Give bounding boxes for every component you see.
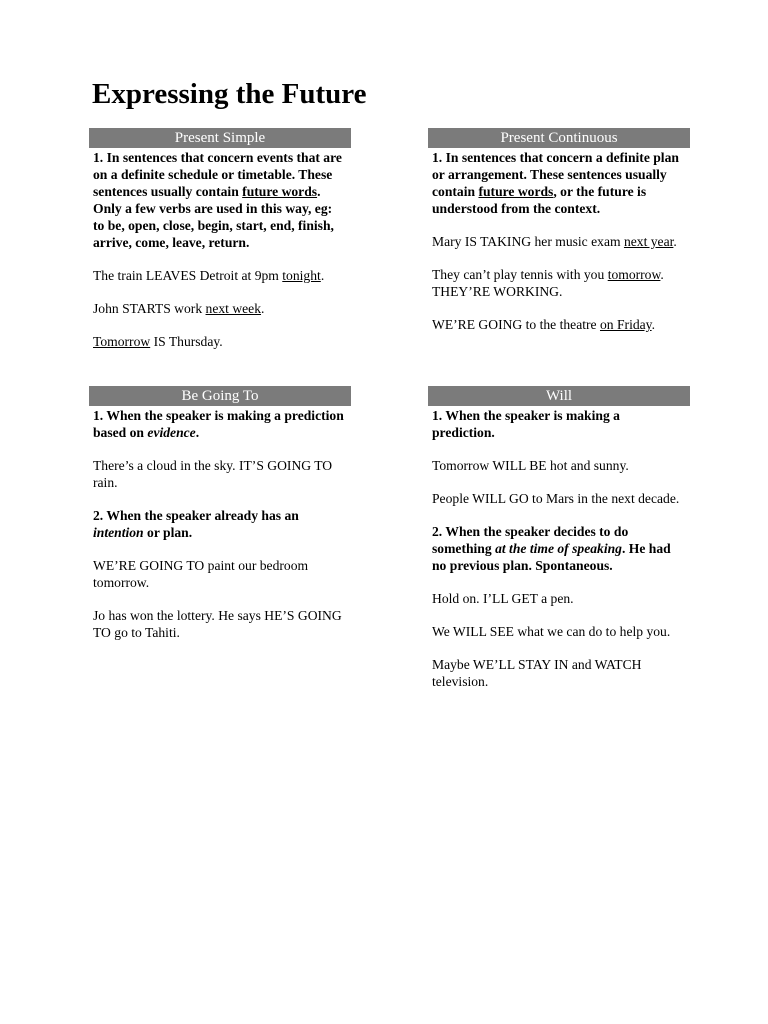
be-going-to-example-3: Jo has won the lottery. He says HE’S GOING TO go to Tahiti. xyxy=(93,608,342,640)
present-simple-example-3: Tomorrow IS Thursday. xyxy=(93,334,223,349)
present-simple-rule-1: 1. In sentences that concern events that are on a definite schedule or timetable. These sentences usually contain future words. Only a few verbs are used in this way, eg: to be, open, close, begin, start, end, finish, arrive, come, leave, return. xyxy=(93,150,342,250)
present-continuous-example-1: Mary IS TAKING her music exam next year. xyxy=(432,234,677,249)
will-rule-2: 2. When the speaker decides to do something at the time of speaking. He had no previous plan. Spontaneous. xyxy=(432,524,671,573)
present-continuous-rule-1: 1. In sentences that concern a definite plan or arrangement. These sentences usually contain future words, or the future is understood from the context. xyxy=(432,150,679,216)
present-continuous-header: Present Continuous xyxy=(428,128,690,148)
present-continuous-example-3: WE’RE GOING to the theatre on Friday. xyxy=(432,317,655,332)
will-example-1: Tomorrow WILL BE hot and sunny. xyxy=(432,458,629,473)
will-header: Will xyxy=(428,386,690,406)
be-going-to-section xyxy=(93,386,345,657)
present-simple-section xyxy=(93,128,345,366)
present-simple-example-2: John STARTS work next week. xyxy=(93,301,265,316)
will-example-5: Maybe WE’LL STAY IN and WATCH television. xyxy=(432,657,642,689)
present-simple-header: Present Simple xyxy=(89,128,351,148)
will-rule-1: 1. When the speaker is making a prediction. xyxy=(432,408,620,440)
future-words-term: future words xyxy=(242,184,318,199)
be-going-to-rule-1: 1. When the speaker is making a prediction based on evidence. xyxy=(93,408,344,440)
will-example-2: People WILL GO to Mars in the next decade. xyxy=(432,491,680,506)
present-continuous-example-2: They can’t play tennis with you tomorrow. THEY’RE WORKING. xyxy=(432,267,664,299)
will-example-3: Hold on. I’LL GET a pen. xyxy=(432,591,574,606)
be-going-to-header: Be Going To xyxy=(89,386,351,406)
be-going-to-example-2: WE’RE GOING TO paint our bedroom tomorrow. xyxy=(93,558,309,590)
will-example-4: We WILL SEE what we can do to help you. xyxy=(432,624,671,639)
be-going-to-example-1: There’s a cloud in the sky. IT’S GOING TO rain. xyxy=(93,458,333,490)
present-continuous-section xyxy=(432,128,684,349)
present-simple-example-1: The train LEAVES Detroit at 9pm tonight. xyxy=(93,268,325,283)
will-section xyxy=(432,386,684,706)
future-words-term: future words xyxy=(478,184,554,199)
be-going-to-rule-2: 2. When the speaker already has an intention or plan. xyxy=(93,508,299,540)
page-title: Expressing the Future xyxy=(92,78,367,110)
